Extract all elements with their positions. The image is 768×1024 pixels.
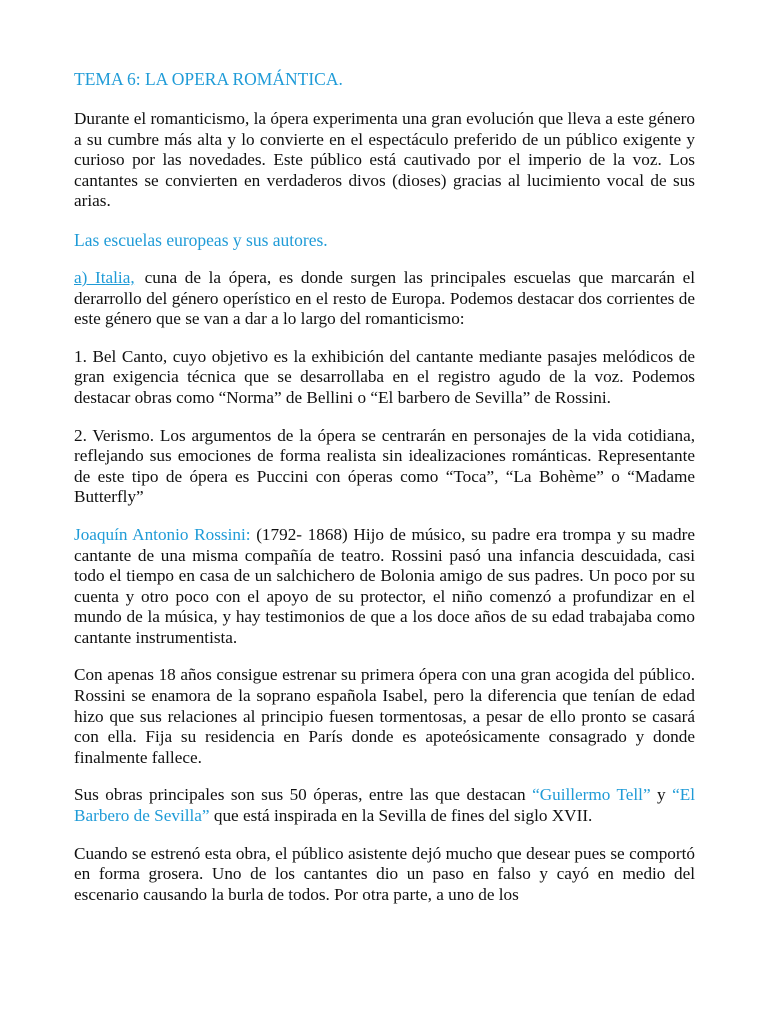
estreno-paragraph: Cuando se estrenó esta obra, el público asistente dejó mucho que desear pues se comportó en forma grosera. Uno de los cantantes dio un paso en falso y cayó en medio del escenario causando la burla de todos. Por otra parte, a uno de los	[74, 843, 695, 904]
obras-middle: y	[650, 785, 673, 805]
italia-text: cuna de la ópera, es donde surgen las principales escuelas que marcarán el derarrollo del género operístico en el resto de Europa. Podemos destacar dos corrientes de este género que se van a dar a lo largo del romanticismo:	[74, 267, 695, 329]
obras-paragraph	[74, 785, 695, 826]
rossini-name: Joaquín Antonio Rossini:	[74, 524, 251, 544]
italia-paragraph	[74, 268, 695, 330]
bel-canto-paragraph: 1. Bel Canto, cuyo objetivo es la exhibición del cantante mediante pasajes melódicos de gran exigencia técnica que se desarrollaba en el registro agudo de la voz. Podemos destacar obras como “Norma” de Bellini o “El barbero de Sevilla” de Rossini.	[74, 346, 695, 407]
section-heading: Las escuelas europeas y sus autores.	[74, 229, 328, 250]
work-guillermo-tell: “Guillermo Tell”	[532, 785, 651, 805]
document-title: TEMA 6: LA OPERA ROMÁNTICA.	[74, 69, 343, 89]
obras-after: que está inspirada en la Sevilla de fines del siglo XVII.	[209, 806, 593, 826]
italia-label: a) Italia,	[74, 267, 135, 287]
rossini-text: (1792- 1868) Hijo de músico, su padre era trompa y su madre cantante de una misma compañía de teatro. Rossini pasó una infancia descuidada, casi todo el tiempo en casa de un salchichero de Bolonia amigo de sus padres. Un poco por su cuenta y otro poco con el apoyo de su protector, el niño comenzó a profundizar en el mundo de la música, y hay testimonios de que a los doce años de su edad trabajaba como cantante instrumentista.	[74, 524, 695, 647]
verismo-paragraph: 2. Verismo. Los argumentos de la ópera se centrarán en personajes de la vida cotidiana, reflejando sus emociones de forma realista sin idealizaciones románticas. Representante de este tipo de ópera es Puccini con óperas como “Toca”, “La Bohème” o “Madame Butterfly”	[74, 425, 695, 507]
con-apenas-paragraph: Con apenas 18 años consigue estrenar su primera ópera con una gran acogida del público. Rossini se enamora de la soprano española Isabel, pero la diferencia que tenían de edad hizo que sus relaciones al principio fuesen tormentosas, a pesar de ello pronto se casará con ella. Fija su residencia en París donde es apoteósicamente consagrado y donde finalmente fallece.	[74, 665, 695, 767]
intro-paragraph: Durante el romanticismo, la ópera experimenta una gran evolución que lleva a este género a su cumbre más alta y lo convierte en el espectáculo preferido de un público exigente y curioso por las novedades. Este público está cautivado por el imperio de la voz. Los cantantes se convierten en verdaderos divos (dioses) gracias al lucimiento vocal de sus arias.	[74, 109, 695, 211]
rossini-paragraph	[74, 525, 695, 649]
obras-before: Sus obras principales son sus 50 óperas, entre las que destacan	[74, 785, 533, 805]
work-barbero-de-sevilla: “El Barbero de Sevilla”	[74, 785, 695, 826]
